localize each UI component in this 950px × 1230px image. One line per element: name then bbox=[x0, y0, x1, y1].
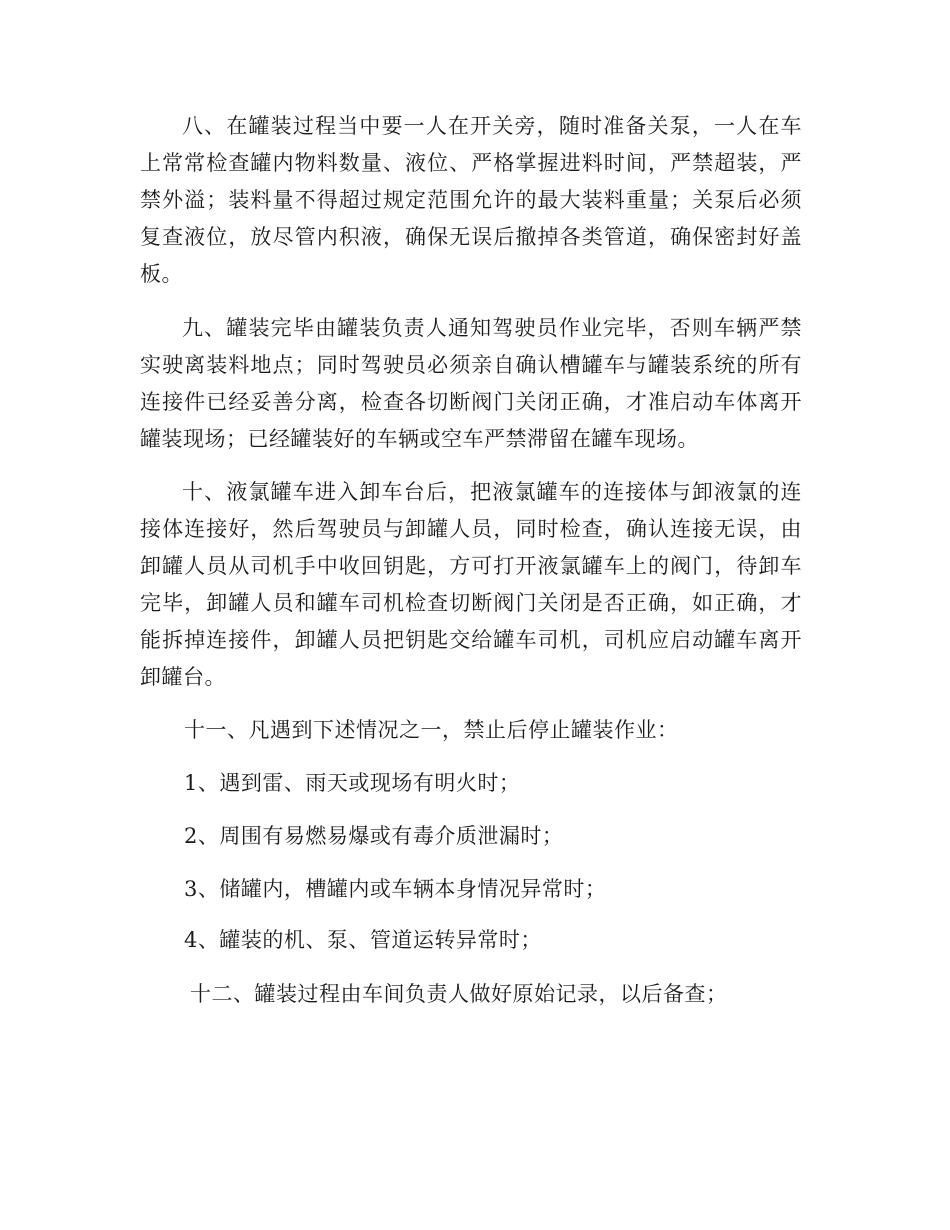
paragraph-8: 八、在罐装过程当中要一人在开关旁，随时准备关泵，一人在车上常常检查罐内物料数量、液位、严格掌握进料时间，严禁超装，严禁外溢；装料量不得超过规定范围允许的最大装料重量；关泵后必须复查液位，放尽管内积液，确保无误后撤掉各类管道，确保密封好盖板。 bbox=[140, 114, 802, 286]
list-item-4: 4、罐装的机、泵、管道运转异常时； bbox=[184, 928, 542, 952]
paragraph-11: 十一、凡遇到下述情况之一，禁止后停止罐装作业： bbox=[184, 718, 679, 742]
paragraph-10: 十、液氯罐车进入卸车台后，把液氯罐车的连接体与卸液氯的连接体连接好，然后驾驶员与卸罐人员，同时检查，确认连接无误，由卸罐人员从司机手中收回钥匙，方可打开液氯罐车上的阀门，待卸车完毕，卸罐人员和罐车司机检查切断阀门关闭是否正确，如正确，才能拆掉连接件，卸罐人员把钥匙交给罐车司机，司机应启动罐车离开卸罐台。 bbox=[140, 480, 802, 689]
paragraph-12: 十二、罐装过程由车间负责人做好原始记录，以后备查； bbox=[190, 982, 728, 1006]
list-item-3: 3、储罐内，槽罐内或车辆本身情况异常时； bbox=[184, 877, 607, 901]
paragraph-9: 九、罐装完毕由罐装负责人通知驾驶员作业完毕，否则车辆严禁实驶离装料地点；同时驾驶员必须亲自确认槽罐车与罐装系统的所有连接件已经妥善分离，检查各切断阀门关闭正确，才准启动车体离开罐装现场；已经罐装好的车辆或空车严禁滞留在罐车现场。 bbox=[140, 316, 802, 451]
list-item-1: 1、遇到雷、雨天或现场有明火时； bbox=[184, 771, 521, 795]
list-item-2: 2、周围有易燃易爆或有毒介质泄漏时； bbox=[184, 824, 564, 848]
